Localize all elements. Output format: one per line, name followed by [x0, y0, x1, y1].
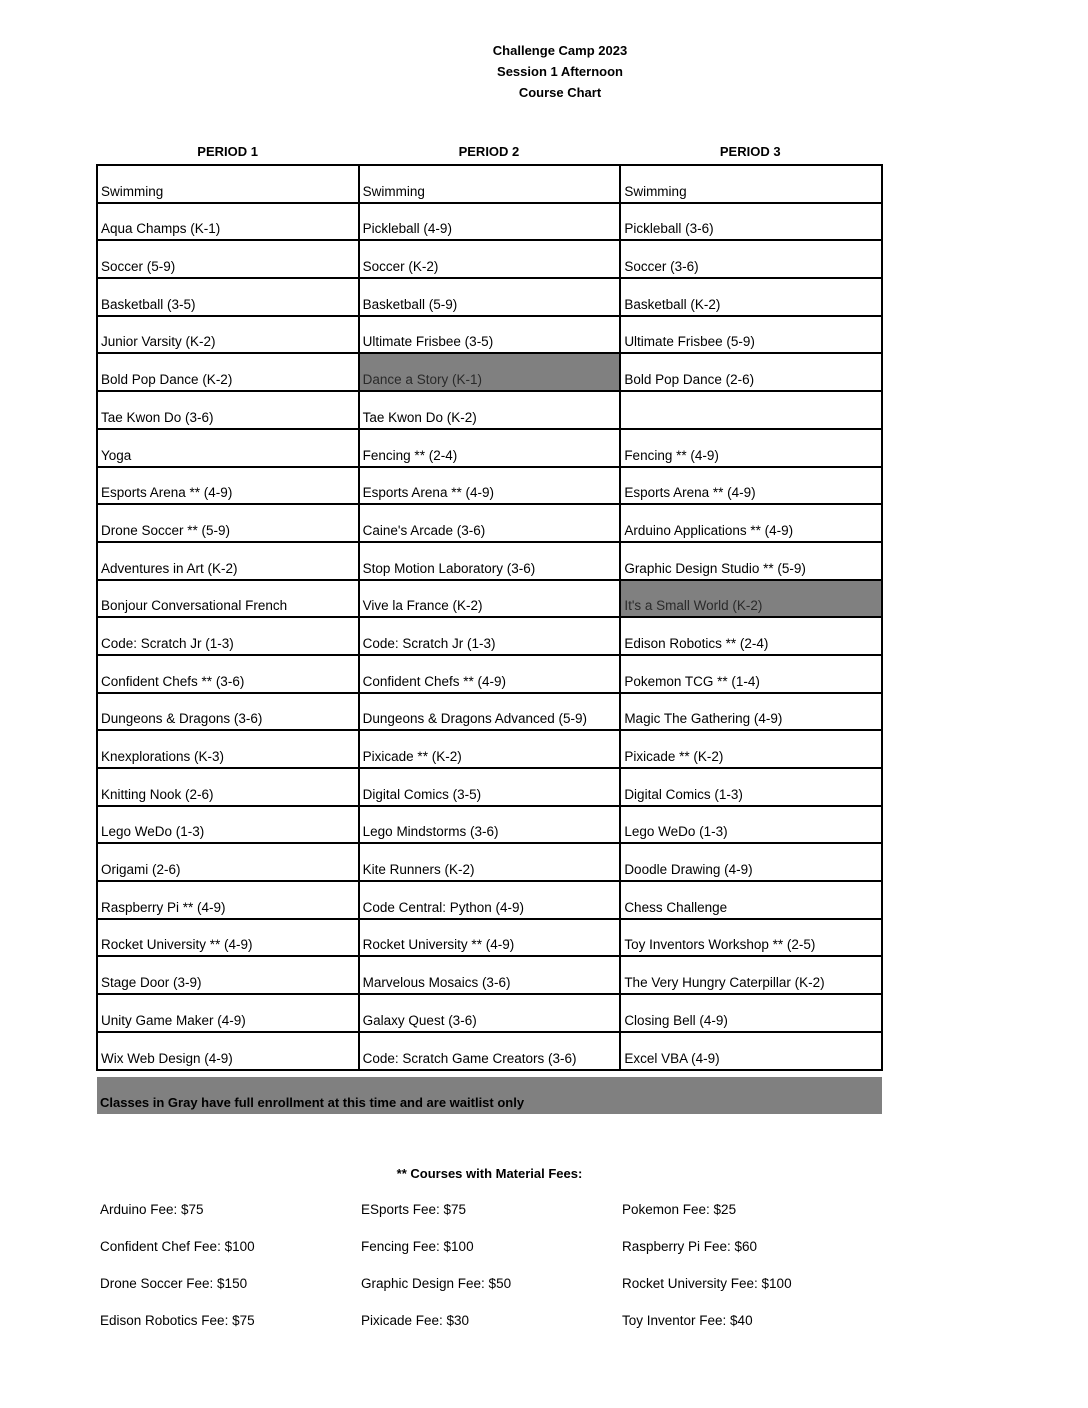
course-cell: Esports Arena ** (4-9): [620, 467, 882, 505]
table-row: [97, 693, 882, 731]
table-row: [97, 353, 882, 391]
course-cell: Marvelous Mosaics (3-6): [359, 956, 621, 994]
course-cell: Arduino Applications ** (4-9): [620, 504, 882, 542]
course-cell: Caine's Arcade (3-6): [359, 504, 621, 542]
table-row: [97, 391, 882, 429]
course-cell: Graphic Design Studio ** (5-9): [620, 542, 882, 580]
course-cell: Kite Runners (K-2): [359, 843, 621, 881]
course-cell: Esports Arena ** (4-9): [359, 467, 621, 505]
course-cell: Ultimate Frisbee (5-9): [620, 316, 882, 354]
course-cell: Pixicade ** (K-2): [620, 730, 882, 768]
course-cell: Code: Scratch Jr (1-3): [359, 617, 621, 655]
table-row: [97, 429, 882, 467]
period-3-header: PERIOD 3: [719, 144, 781, 159]
course-cell: Raspberry Pi ** (4-9): [97, 881, 359, 919]
course-cell: Tae Kwon Do (K-2): [359, 391, 621, 429]
fee-item: Pokemon Fee: $25: [622, 1202, 737, 1217]
table-row: [97, 1032, 882, 1070]
table-row: [97, 165, 882, 203]
document-subtitle: Course Chart: [518, 85, 602, 100]
document-title: Challenge Camp 2023: [492, 43, 628, 58]
course-cell: Code: Scratch Game Creators (3-6): [359, 1032, 621, 1070]
course-cell: Unity Game Maker (4-9): [97, 994, 359, 1032]
course-cell: Rocket University ** (4-9): [97, 919, 359, 957]
table-row: [97, 278, 882, 316]
course-cell: Stage Door (3-9): [97, 956, 359, 994]
course-cell: Pokemon TCG ** (1-4): [620, 655, 882, 693]
course-cell: Pickleball (3-6): [620, 203, 882, 241]
course-cell: Swimming: [620, 165, 882, 203]
course-cell: Toy Inventors Workshop ** (2-5): [620, 919, 882, 957]
course-cell: Esports Arena ** (4-9): [97, 467, 359, 505]
course-cell: Junior Varsity (K-2): [97, 316, 359, 354]
course-cell: Code: Scratch Jr (1-3): [97, 617, 359, 655]
table-row: [97, 542, 882, 580]
table-row: [97, 956, 882, 994]
fee-item: Pixicade Fee: $30: [361, 1313, 470, 1328]
course-cell: Vive la France (K-2): [359, 580, 621, 618]
course-cell: Swimming: [97, 165, 359, 203]
table-row: [97, 580, 882, 618]
course-cell: Edison Robotics ** (2-4): [620, 617, 882, 655]
course-cell: Knexplorations (K-3): [97, 730, 359, 768]
course-cell: Fencing ** (4-9): [620, 429, 882, 467]
course-cell: Yoga: [97, 429, 359, 467]
fee-item: ESports Fee: $75: [361, 1202, 467, 1217]
course-cell: Code Central: Python (4-9): [359, 881, 621, 919]
course-cell: Rocket University ** (4-9): [359, 919, 621, 957]
course-cell: Chess Challenge: [620, 881, 882, 919]
course-cell: Lego WeDo (1-3): [620, 806, 882, 844]
course-cell: Lego Mindstorms (3-6): [359, 806, 621, 844]
fee-item: Raspberry Pi Fee: $60: [622, 1239, 758, 1254]
course-cell: Confident Chefs ** (4-9): [359, 655, 621, 693]
fee-item: Toy Inventor Fee: $40: [622, 1313, 753, 1328]
course-cell: Bold Pop Dance (K-2): [97, 353, 359, 391]
course-cell: Dungeons & Dragons Advanced (5-9): [359, 693, 621, 731]
course-cell: It's a Small World (K-2): [620, 580, 882, 618]
fee-item: Arduino Fee: $75: [100, 1202, 204, 1217]
table-row: [97, 655, 882, 693]
period-1-header: PERIOD 1: [197, 144, 258, 159]
course-cell: Pickleball (4-9): [359, 203, 621, 241]
table-row: [97, 240, 882, 278]
course-cell: Soccer (K-2): [359, 240, 621, 278]
course-cell: Adventures in Art (K-2): [97, 542, 359, 580]
session-label: Session 1 Afternoon: [497, 64, 623, 79]
course-cell: Aqua Champs (K-1): [97, 203, 359, 241]
course-cell: Confident Chefs ** (3-6): [97, 655, 359, 693]
course-cell: Basketball (K-2): [620, 278, 882, 316]
fee-item: Rocket University Fee: $100: [622, 1276, 792, 1291]
course-cell: The Very Hungry Caterpillar (K-2): [620, 956, 882, 994]
fee-item: Edison Robotics Fee: $75: [100, 1313, 255, 1328]
material-fees-list: [100, 1201, 885, 1330]
fee-item: Drone Soccer Fee: $150: [100, 1276, 248, 1291]
table-row: [97, 617, 882, 655]
course-cell: Digital Comics (1-3): [620, 768, 882, 806]
table-row: [97, 919, 882, 957]
table-row: [97, 806, 882, 844]
course-cell: Tae Kwon Do (3-6): [97, 391, 359, 429]
document-header: [0, 40, 1088, 103]
course-cell: Knitting Nook (2-6): [97, 768, 359, 806]
table-row: [97, 316, 882, 354]
table-row: [97, 881, 882, 919]
course-cell: Drone Soccer ** (5-9): [97, 504, 359, 542]
course-cell: Galaxy Quest (3-6): [359, 994, 621, 1032]
table-row: [97, 730, 882, 768]
waitlist-notice-text: Classes in Gray have full enrollment at this time and are waitlist only: [100, 1095, 525, 1110]
course-cell: Magic The Gathering (4-9): [620, 693, 882, 731]
course-cell: [620, 391, 882, 429]
course-cell: Digital Comics (3-5): [359, 768, 621, 806]
course-cell: Pixicade ** (K-2): [359, 730, 621, 768]
table-row: [97, 467, 882, 505]
fee-item: Confident Chef Fee: $100: [100, 1239, 255, 1254]
period-2-header: PERIOD 2: [458, 144, 520, 159]
fee-item: Fencing Fee: $100: [361, 1239, 474, 1254]
table-row: [97, 768, 882, 806]
course-cell: Dance a Story (K-1): [359, 353, 621, 391]
material-fees-title: ** Courses with Material Fees:: [396, 1166, 583, 1181]
course-cell: Soccer (5-9): [97, 240, 359, 278]
course-cell: Doodle Drawing (4-9): [620, 843, 882, 881]
waitlist-notice: [97, 1077, 882, 1114]
course-cell: Origami (2-6): [97, 843, 359, 881]
course-cell: Wix Web Design (4-9): [97, 1032, 359, 1070]
course-cell: Closing Bell (4-9): [620, 994, 882, 1032]
period-headers: [97, 144, 882, 159]
course-cell: Basketball (3-5): [97, 278, 359, 316]
course-cell: Excel VBA (4-9): [620, 1032, 882, 1070]
course-cell: Soccer (3-6): [620, 240, 882, 278]
course-cell: Basketball (5-9): [359, 278, 621, 316]
course-cell: Fencing ** (2-4): [359, 429, 621, 467]
course-cell: Ultimate Frisbee (3-5): [359, 316, 621, 354]
course-cell: Bonjour Conversational French: [97, 580, 359, 618]
table-row: [97, 994, 882, 1032]
table-row: [97, 203, 882, 241]
table-row: [97, 843, 882, 881]
course-cell: Swimming: [359, 165, 621, 203]
course-cell: Stop Motion Laboratory (3-6): [359, 542, 621, 580]
course-cell: Bold Pop Dance (2-6): [620, 353, 882, 391]
course-cell: Lego WeDo (1-3): [97, 806, 359, 844]
course-cell: Dungeons & Dragons (3-6): [97, 693, 359, 731]
fee-item: Graphic Design Fee: $50: [361, 1276, 512, 1291]
table-row: [97, 504, 882, 542]
course-chart-table: [96, 164, 883, 1071]
